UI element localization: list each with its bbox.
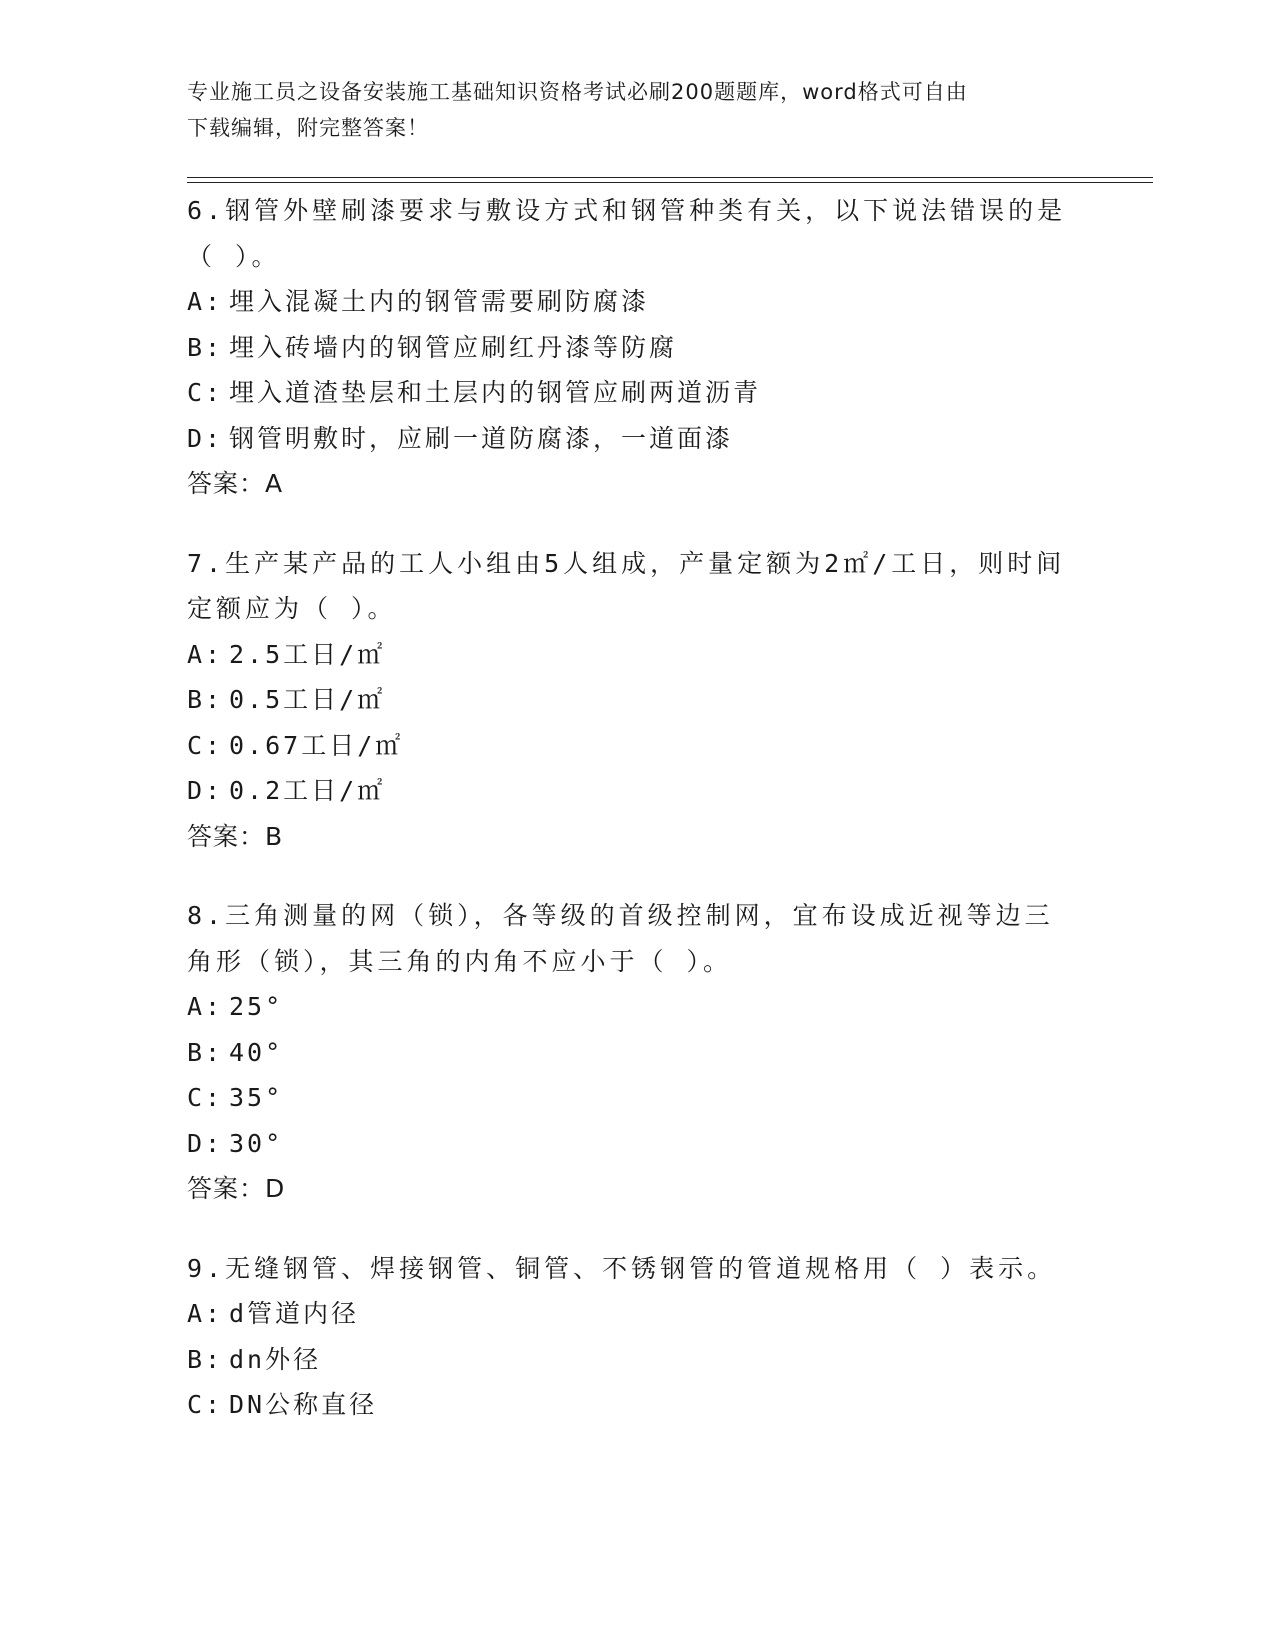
option-key: C:: [187, 730, 224, 760]
header-line-1: 专业施工员之设备安装施工基础知识资格考试必刷200题题库，word格式可自由: [187, 80, 968, 104]
option-text: 0.2工日/㎡: [229, 776, 386, 805]
question-stem-line: 8.三角测量的网（锁），各等级的首级控制网，宜布设成近视等边三: [187, 901, 1054, 930]
option-d: [187, 1121, 1087, 1167]
header-line-2: 下载编辑，附完整答案！: [187, 116, 429, 140]
question-6: [187, 188, 1087, 507]
option-text: 2.5工日/㎡: [229, 639, 386, 669]
option-text: 0.67工日/㎡: [229, 730, 404, 760]
option-key: C:: [187, 378, 224, 407]
option-key: B:: [187, 685, 224, 714]
question-7: [187, 541, 1087, 860]
option-key: D:: [187, 776, 224, 805]
option-key: B:: [187, 1037, 224, 1067]
header-divider-top: [187, 177, 1153, 178]
option-text: 35°: [229, 1083, 284, 1112]
question-stem-line: 7.生产某产品的工人小组由5人组成，产量定额为2㎡/工日，则时间: [187, 548, 1066, 578]
option-key: D:: [187, 1128, 224, 1158]
option-text: 埋入砖墙内的钢管应刷红丹漆等防腐: [229, 332, 678, 362]
option-a: [187, 279, 1087, 325]
option-c: [187, 370, 1087, 416]
option-text: dn外径: [229, 1344, 322, 1374]
option-key: B:: [187, 332, 224, 362]
option-c: [187, 1075, 1087, 1121]
option-text: 40°: [229, 1037, 284, 1067]
answer-line: 答案：A: [187, 469, 284, 498]
answer-line: 答案：D: [187, 1174, 286, 1203]
option-b: [187, 1337, 1087, 1383]
option-text: DN公称直径: [229, 1390, 378, 1419]
header-divider-bottom: [187, 182, 1153, 183]
option-key: A:: [187, 639, 224, 669]
option-a: [187, 1291, 1087, 1337]
option-d: [187, 768, 1087, 814]
option-key: A:: [187, 992, 224, 1021]
option-c: [187, 723, 1087, 769]
question-8: [187, 893, 1087, 1212]
option-text: 25°: [229, 992, 284, 1021]
option-b: [187, 325, 1087, 371]
option-key: C:: [187, 1390, 224, 1419]
answer-line: 答案：B: [187, 821, 284, 851]
question-stem-line: 6.钢管外壁刷漆要求与敷设方式和钢管种类有关，以下说法错误的是: [187, 196, 1067, 225]
option-text: 30°: [229, 1128, 284, 1158]
option-a: [187, 984, 1087, 1030]
option-text: 钢管明敷时，应刷一道防腐漆，一道面漆: [229, 423, 734, 453]
option-b: [187, 677, 1087, 723]
option-b: [187, 1030, 1087, 1076]
option-text: 0.5工日/㎡: [229, 685, 386, 714]
option-text: d管道内径: [229, 1299, 360, 1328]
question-stem-line: 角形（锁），其三角的内角不应小于（ ）。: [187, 946, 733, 976]
option-a: [187, 632, 1087, 678]
document-header: [187, 74, 1067, 146]
option-key: D:: [187, 423, 224, 453]
option-c: [187, 1382, 1087, 1428]
option-key: A:: [187, 1299, 224, 1328]
question-stem-line: 定额应为（ ）。: [187, 594, 397, 623]
option-text: 埋入道渣垫层和土层内的钢管应刷两道沥青: [229, 378, 762, 407]
option-key: C:: [187, 1083, 224, 1112]
question-stem-line: 9.无缝钢管、焊接钢管、铜管、不锈钢管的管道规格用（ ）表示。: [187, 1253, 1057, 1283]
option-d: [187, 416, 1087, 462]
question-stem-line: （ ）。: [187, 241, 281, 271]
question-list: [187, 188, 1087, 1462]
option-key: A:: [187, 287, 224, 316]
option-text: 埋入混凝土内的钢管需要刷防腐漆: [229, 287, 650, 316]
option-key: B:: [187, 1344, 224, 1374]
question-9: [187, 1246, 1087, 1428]
